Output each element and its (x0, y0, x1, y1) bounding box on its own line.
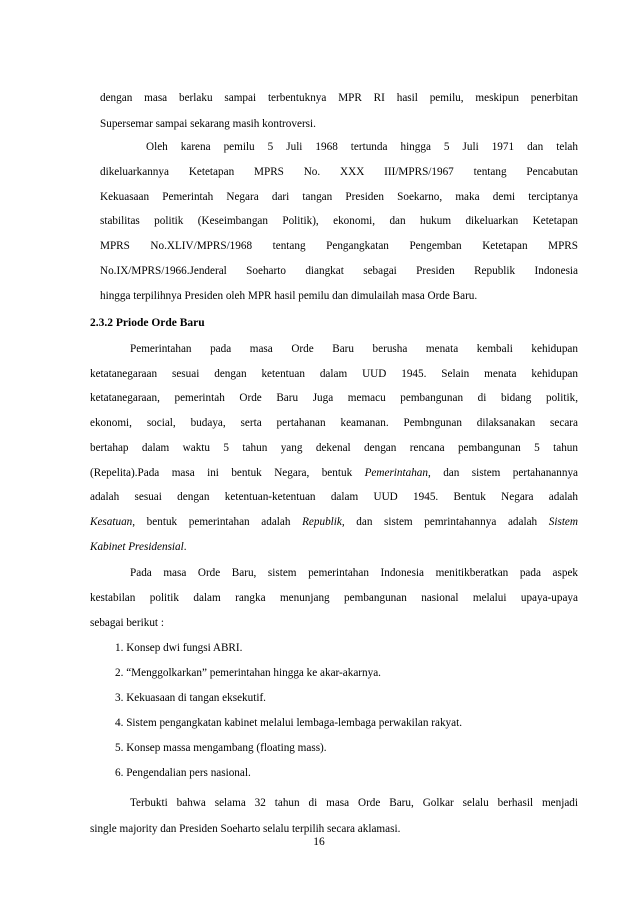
paragraph-line: Kekuasaan Pemerintah Negara dari tangan Presiden Soekarno, maka demi terciptanya (100, 191, 578, 203)
paragraph-line: single majority dan Presiden Soeharto selalu terpilih secara aklamasi. (90, 823, 401, 835)
list-item: 6. Pengendalian pers nasional. (115, 767, 251, 779)
paragraph-line: dengan masa berlaku sampai terbentuknya MPR RI hasil pemilu, meskipun penerbitan (100, 92, 578, 104)
paragraph-line: No.IX/MPRS/1966.Jenderal Soeharto diangkat sebagai Presiden Republik Indonesia (100, 265, 578, 277)
paragraph-line: stabilitas politik (Keseimbangan Politik), ekonomi, dan hukum dikeluarkan Ketetapan (100, 215, 578, 227)
text-run: dan sistem pemrintahannya adalah (344, 516, 549, 528)
paragraph-line: kestabilan politik dalam rangka menunjang pembangunan nasional melalui upaya-upaya (90, 592, 578, 604)
list-item: 2. “Menggolkarkan” pemerintahan hingga ke akar-akarnya. (115, 667, 381, 679)
paragraph-line (90, 466, 578, 480)
italic-term: Kabinet Presidensial (90, 541, 184, 553)
paragraph-line: bertahap dalam waktu 5 tahun yang dekenal dengan rencana pembangunan 5 tahun (90, 442, 578, 454)
italic-term: Kesatuan (90, 516, 133, 528)
paragraph-line: adalah sesuai dengan ketentuan-ketentuan dalam UUD 1945. Bentuk Negara adalah (90, 491, 578, 503)
paragraph-line (90, 515, 578, 529)
italic-term: Pemerintahan (364, 467, 428, 479)
paragraph-line: ketatanegaraan sesuai dengan ketentuan dalam UUD 1945. Selain menata kehidupan (90, 368, 578, 380)
paragraph-line: ketatanegaraan, pemerintah Orde Baru Juga memacu pembangunan di bidang politik, (90, 392, 578, 404)
list-item: 4. Sistem pengangkatan kabinet melalui lembaga-lembaga perwakilan rakyat. (115, 717, 462, 729)
paragraph-line: Terbukti bahwa selama 32 tahun di masa Orde Baru, Golkar selalu berhasil menjadi (130, 797, 578, 809)
paragraph-line: Pada masa Orde Baru, sistem pemerintahan Indonesia menitikberatkan pada aspek (130, 567, 578, 579)
paragraph-line: Supersemar sampai sekarang masih kontroversi. (100, 118, 316, 130)
text-run: . (183, 541, 187, 553)
paragraph-line: sebagai berikut : (90, 617, 164, 629)
page-number: 16 (313, 836, 325, 848)
paragraph-line: ekonomi, social, budaya, serta pertahanan keamanan. Pembngunan dilaksanakan secara (90, 417, 578, 429)
text-run: , dan sistem pertahanannya (427, 467, 579, 479)
list-item: 1. Konsep dwi fungsi ABRI. (115, 642, 243, 654)
paragraph-line: Oleh karena pemilu 5 Juli 1968 tertunda hingga 5 Juli 1971 dan telah (146, 141, 578, 153)
paragraph-line: MPRS No.XLIV/MPRS/1968 tentang Pengangkatan Pengemban Ketetapan MPRS (100, 240, 578, 252)
paragraph-line: hingga terpilihnya Presiden oleh MPR hasil pemilu dan dimulailah masa Orde Baru. (100, 290, 478, 302)
italic-term: Sistem (548, 516, 578, 528)
list-item: 5. Konsep massa mengambang (floating mass). (115, 742, 327, 754)
paragraph-line (90, 540, 578, 554)
text-run: (Repelita).Pada masa ini bentuk Negara, bentuk (90, 467, 365, 479)
text-run: , bentuk pemerintahan adalah (132, 516, 303, 528)
list-item: 3. Kekuasaan di tangan eksekutif. (115, 692, 266, 704)
section-heading: 2.3.2 Priode Orde Baru (90, 317, 205, 329)
italic-term: Republik, (302, 516, 345, 528)
paragraph-line: dikeluarkannya Ketetapan MPRS No. XXX III/MPRS/1967 tentang Pencabutan (100, 166, 578, 178)
paragraph-line: Pemerintahan pada masa Orde Baru berusha menata kembali kehidupan (130, 343, 578, 355)
